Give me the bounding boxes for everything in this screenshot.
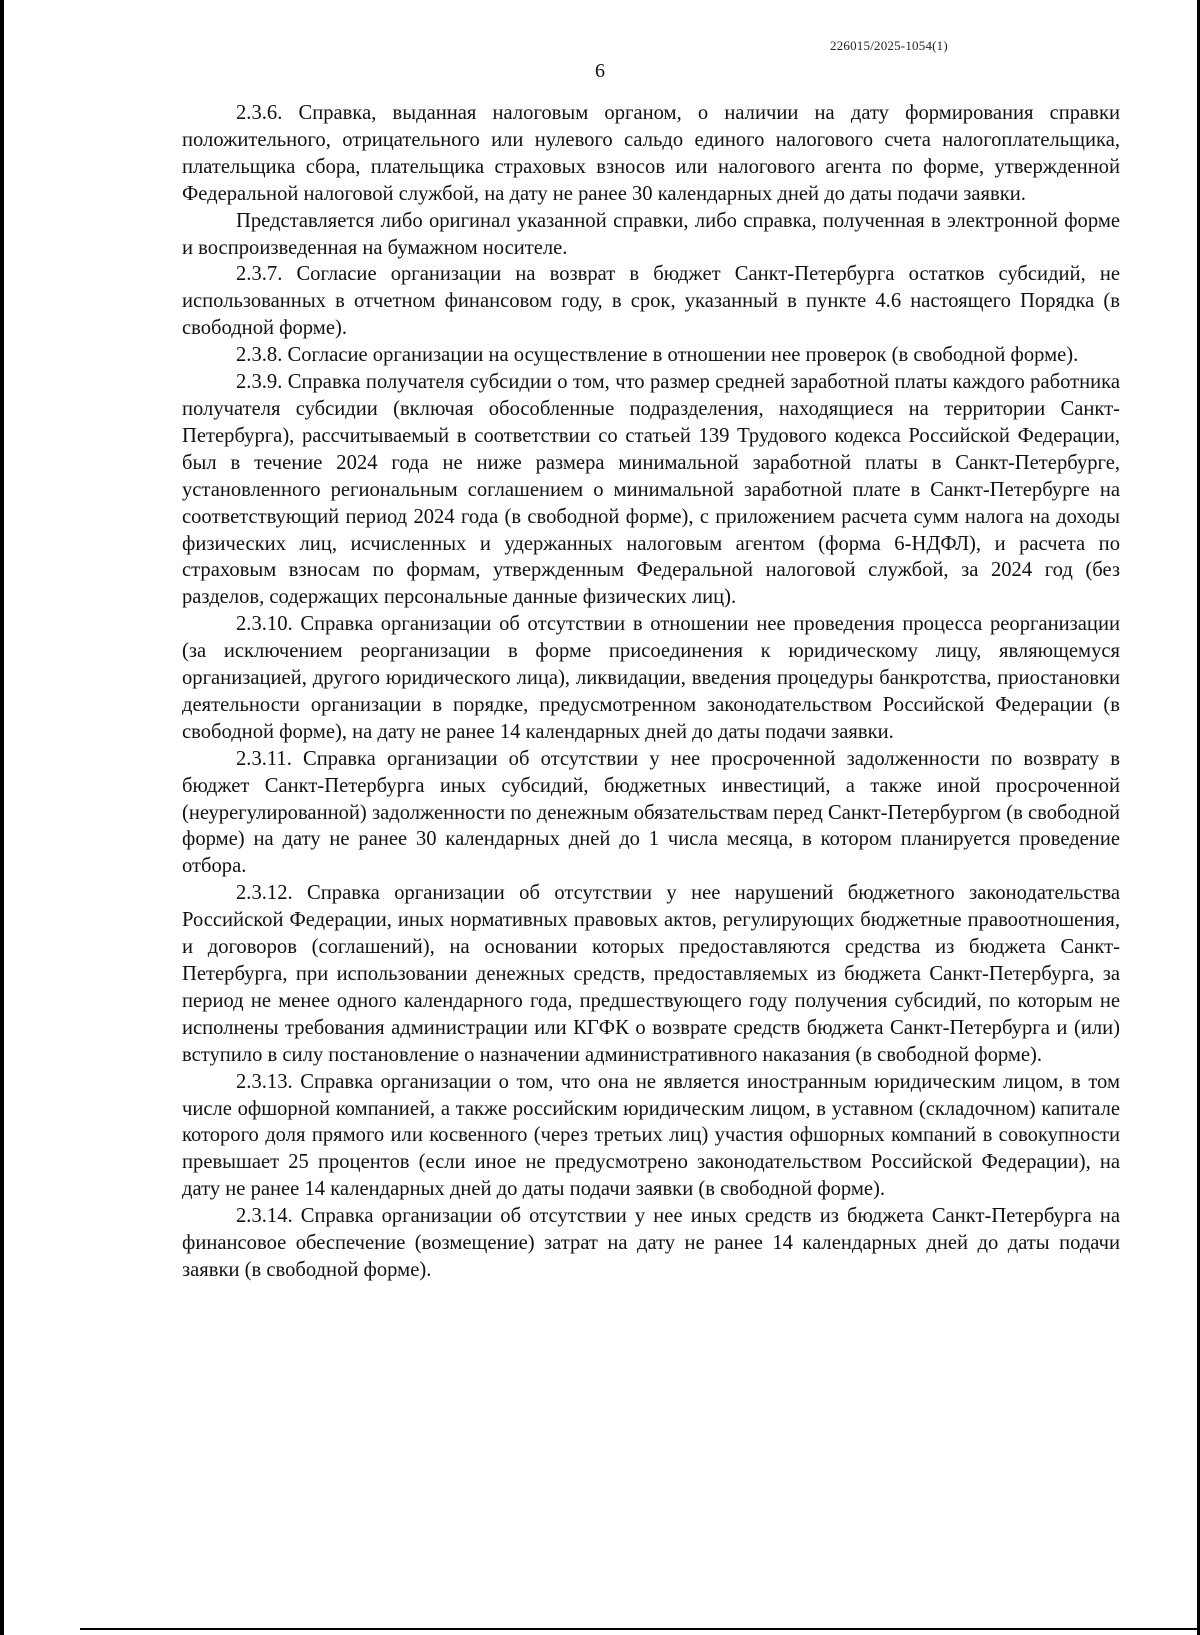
paragraph-2-3-7: 2.3.7. Согласие организации на возврат в бюджет Санкт-Петербурга остатков субсидий, не использованных в отчетном финансовом году, в срок, указанный в пункте 4.6 настоящего Порядка (в свободной форме). xyxy=(182,263,1120,340)
paragraph-2-3-11: 2.3.11. Справка организации об отсутствии у нее просроченной задолженности по возврату в бюджет Санкт-Петербурга иных субсидий, бюджетных инвестиций, а также иной просроченной (неурегулированной) задолженности по денежным обязательствам перед Санкт-Петербургом (в свободной форме) на дату не ранее 30 календарных дней до 1 числа месяца, в котором планируется проведение отбора. xyxy=(182,747,1120,878)
paragraph-2-3-13: 2.3.13. Справка организации о том, что она не является иностранным юридическим лицом, в том числе офшорной компанией, а также российским юридическим лицом, в уставном (складочном) капитале которого доля прямого или косвенного (через третьих лиц) участия офшорных компаний в совокупности превышает 25 процентов (если иное не предусмотрено законодательством Российской Федерации), на дату не ранее 14 календарных дней до даты подачи заявки (в свободной форме). xyxy=(182,1070,1120,1201)
paragraph-2-3-6-note: Представляется либо оригинал указанной справки, либо справка, полученная в электронной форме и воспроизведенная на бумажном носителе. xyxy=(182,209,1120,259)
paragraph-2-3-8: 2.3.8. Согласие организации на осуществление в отношении нее проверок (в свободной форме). xyxy=(236,344,1079,367)
document-body xyxy=(182,100,1120,1284)
paragraph-2-3-9: 2.3.9. Справка получателя субсидии о том, что размер средней заработной платы каждого работника получателя субсидии (включая обособленные подразделения, находящиеся на территории Санкт-Петербурга), рассчитываемый в соответствии со статьей 139 Трудового кодекса Российской Федерации, был в течение 2024 года не ниже размера минимальной заработной платы в Санкт-Петербурге, установленного региональным соглашением о минимальной заработной плате в Санкт-Петербурге на соответствующий период 2024 года (в свободной форме), с приложением расчета сумм налога на доходы физических лиц, исчисленных и удержанных налоговым агентом (форма 6-НДФЛ), и расчета по страховым взносам по формам, утвержденным Федеральной налоговой службой, за 2024 год (без разделов, содержащих персональные данные физических лиц). xyxy=(182,371,1120,609)
paragraph-2-3-12: 2.3.12. Справка организации об отсутствии у нее нарушений бюджетного законодательства Российской Федерации, иных нормативных правовых актов, регулирующих бюджетные правоотношения, и договоров (соглашений), на основании которых предоставляются средства из бюджета Санкт-Петербурга, при использовании денежных средств, предоставляемых из бюджета Санкт-Петербурга, за период не менее одного календарного года, предшествующего году получения субсидий, по которым не исполнены требования администрации или КГФК о возврате средств бюджета Санкт-Петербурга и (или) вступило в силу постановление о назначении административного наказания (в свободной форме). xyxy=(182,882,1120,1066)
paragraph-2-3-10: 2.3.10. Справка организации об отсутствии в отношении нее проведения процесса реорганизации (за исключением реорганизации в форме присоединения к юридическому лицу, являющемуся организацией, другого юридического лица), ликвидации, введения процедуры банкротства, приостановки деятельности организации в порядке, предусмотренном законодательством Российской Федерации (в свободной форме), на дату не ранее 14 календарных дней до даты подачи заявки. xyxy=(182,613,1120,743)
scan-bottom-edge xyxy=(80,1628,1200,1630)
paragraph-2-3-6: 2.3.6. Справка, выданная налоговым органом, о наличии на дату формирования справки положительного, отрицательного или нулевого сальдо единого налогового счета налогоплательщика, плательщика сбора, плательщика страховых взносов или налогового агента по форме, утвержденной Федеральной налоговой службой, на дату не ранее 30 календарных дней до даты подачи заявки. xyxy=(182,102,1120,205)
scan-left-edge xyxy=(0,0,4,1635)
page-number: 6 xyxy=(595,60,605,82)
paragraph-2-3-14: 2.3.14. Справка организации об отсутствии у нее иных средств из бюджета Санкт-Петербурга на финансовое обеспечение (возмещение) затрат на дату не ранее 14 календарных дней до даты подачи заявки (в свободной форме). xyxy=(182,1205,1120,1281)
document-number: 226015/2025-1054(1) xyxy=(830,38,948,53)
